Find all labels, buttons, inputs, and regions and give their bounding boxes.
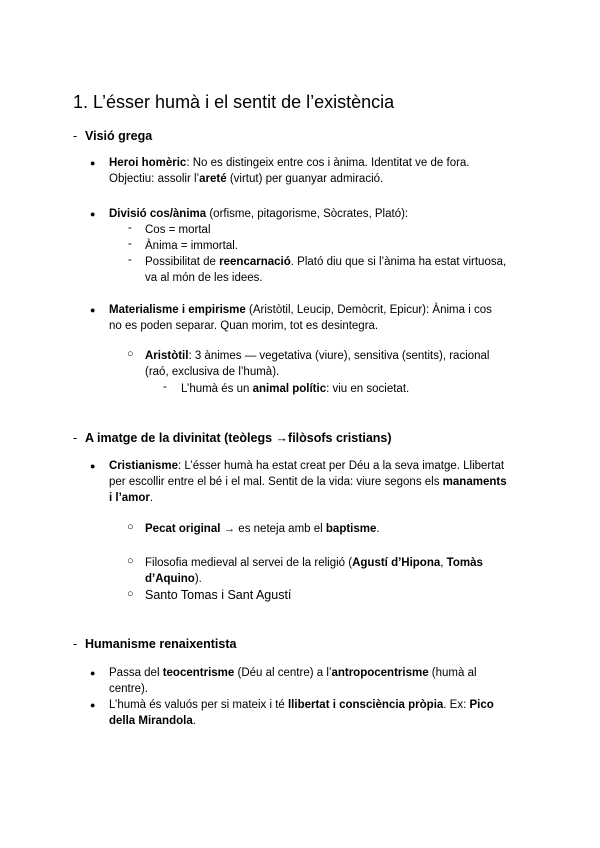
dash-marker: - [163, 381, 167, 393]
circle-marker: ○ [127, 348, 134, 360]
sub-item-reencarnacio [145, 254, 506, 286]
bullet-marker: ● [90, 305, 96, 315]
text-line: per escollir entre el bé i el mal. Sentit de la vida: viure segons els manaments [109, 476, 507, 488]
sub-item-santo-tomas: Santo Tomas i Sant Agustí [145, 588, 292, 602]
text-line: L’humà és valuós per si mateix i té llibertat i consciència pròpia. Ex: Pico [109, 699, 494, 711]
circle-marker: ○ [127, 555, 134, 567]
dash-marker: - [128, 254, 132, 266]
dash-marker: - [128, 238, 132, 250]
list-item-teocentrisme [109, 665, 477, 697]
text-line: i l’amor. [109, 492, 154, 504]
text-line: Aristòtil: 3 ànimes — vegetativa (viure), sensitiva (sentits), racional [145, 350, 490, 362]
list-item-heroi-homeric [109, 155, 470, 187]
bullet-marker: ● [90, 461, 96, 471]
dash-marker: - [73, 637, 78, 651]
circle-marker: ○ [127, 521, 134, 533]
text-line: Materialisme i empirisme (Aristòtil, Leucip, Demòcrit, Epicur): Ànima i cos [109, 304, 492, 316]
sub-item-cos: Cos = mortal [145, 224, 211, 236]
section-heading-humanisme: - Humanisme renaixentista [73, 637, 237, 651]
sub-item-anima: Ànima = immortal. [145, 240, 238, 252]
dash-marker: - [73, 431, 78, 445]
text-line: (raó, exclusiva de l’humà). [145, 366, 280, 378]
list-item-cristianisme [109, 458, 507, 506]
sub-item-filosofia-medieval [145, 555, 483, 587]
section-heading-visio-grega: - Visió grega [73, 129, 153, 143]
sub-sub-item-animal-politic: L’humà és un animal polític: viu en societat. [181, 383, 410, 395]
dash-marker: - [128, 222, 132, 234]
bullet-marker: ● [90, 158, 96, 168]
text-line: della Mirandola. [109, 715, 196, 727]
bullet-marker: ● [90, 668, 96, 678]
text-line: centre). [109, 683, 148, 695]
bullet-marker: ● [90, 209, 96, 219]
text-line: Passa del teocentrisme (Déu al centre) a l’antropocentrisme (humà al [109, 667, 477, 679]
list-item-divisio-cos-anima: Divisió cos/ànima (orfisme, pitagorisme, Sòcrates, Plató): [109, 208, 409, 220]
text-line: Objectiu: assolir l’areté (virtut) per guanyar admiració. [109, 173, 384, 185]
section-heading-imatge-divinitat: - A imatge de la divinitat (teòlegs →filòsofs cristians) [73, 431, 392, 445]
text-line: Possibilitat de reencarnació. Plató diu que si l’ànima ha estat virtuosa, [145, 256, 507, 268]
circle-marker: ○ [127, 588, 134, 600]
text-line: d’Aquino). [145, 573, 202, 585]
text-line: Heroi homèric: No es distingeix entre cos i ànima. Identitat ve de fora. [109, 157, 470, 169]
dash-marker: - [73, 129, 78, 143]
sub-item-pecat-original: Pecat original → es neteja amb el baptisme. [145, 523, 380, 535]
list-item-huma-valuos [109, 697, 494, 729]
text-line: Filosofia medieval al servei de la religió (Agustí d’Hipona, Tomàs [145, 557, 483, 569]
text-line: Cristianisme: L’ésser humà ha estat creat per Déu a la seva imatge. Llibertat [109, 460, 505, 472]
list-item-materialisme [109, 302, 492, 334]
text-line: va al món de les idees. [145, 272, 263, 284]
page-title: 1. L’ésser humà i el sentit de l’existència [73, 92, 395, 112]
text-line: no es poden separar. Quan morim, tot es desintegra. [109, 320, 379, 332]
bullet-marker: ● [90, 700, 96, 710]
sub-item-aristotil [145, 348, 490, 380]
